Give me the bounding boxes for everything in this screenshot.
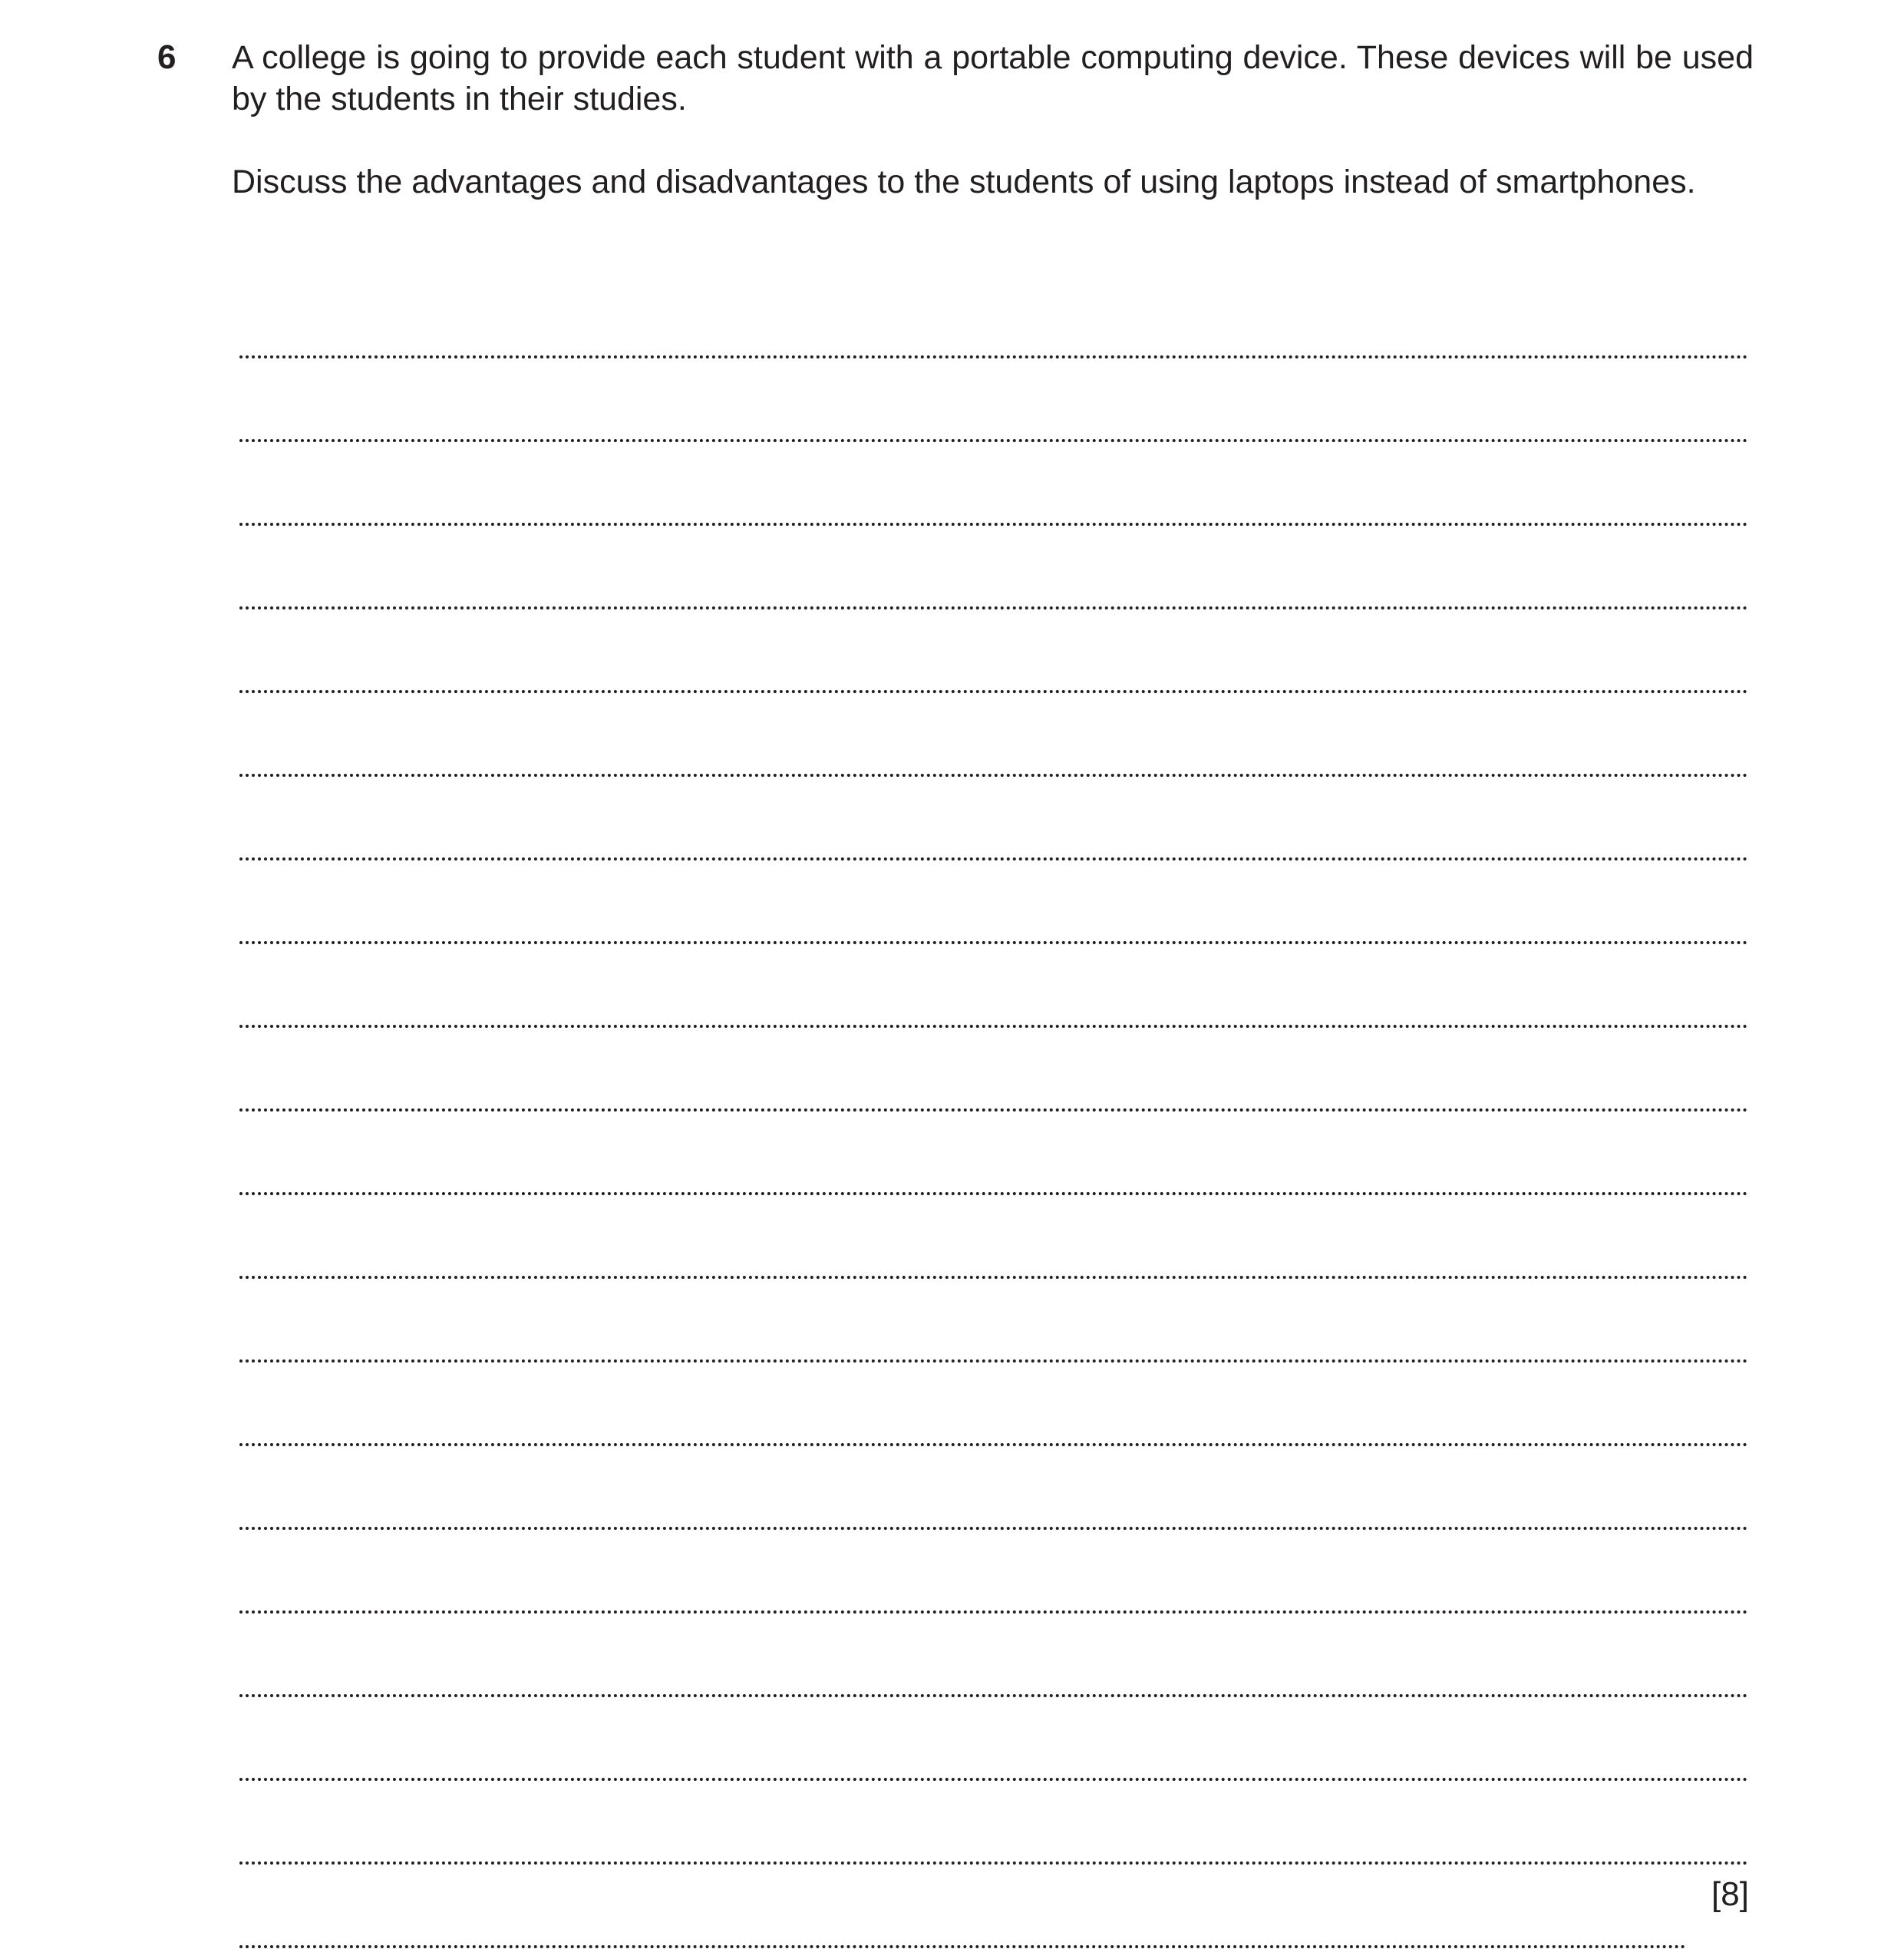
answer-line[interactable] xyxy=(239,358,1748,442)
answer-line[interactable] xyxy=(239,442,1748,526)
answer-line[interactable] xyxy=(239,693,1748,777)
answer-line[interactable] xyxy=(239,1446,1748,1530)
marks-allocation: [8] xyxy=(1711,1875,1749,1913)
answer-line[interactable] xyxy=(239,944,1748,1028)
question-instruction: Discuss the advantages and disadvantages to the students of using laptops instead of smartphones. xyxy=(232,164,1696,200)
answer-lines xyxy=(239,275,1748,1948)
answer-line[interactable] xyxy=(239,1697,1748,1781)
question-stem: A college is going to provide each student with a portable computing device. These devices will be used by the students in their studies. xyxy=(232,39,1754,117)
answer-line[interactable] xyxy=(239,1112,1748,1195)
answer-line[interactable] xyxy=(239,275,1748,358)
answer-line[interactable] xyxy=(239,1028,1748,1112)
answer-line[interactable] xyxy=(239,1614,1748,1697)
answer-line[interactable] xyxy=(239,1781,1748,1865)
answer-line[interactable] xyxy=(239,1363,1748,1446)
question-body xyxy=(232,37,1754,203)
answer-line[interactable] xyxy=(239,1195,1748,1279)
answer-line[interactable] xyxy=(239,609,1748,693)
answer-line[interactable] xyxy=(239,861,1748,944)
answer-line[interactable] xyxy=(239,1279,1748,1363)
question-number: 6 xyxy=(157,38,177,76)
answer-line[interactable] xyxy=(239,1530,1748,1614)
answer-line[interactable] xyxy=(239,1865,1686,1948)
answer-line[interactable] xyxy=(239,526,1748,609)
answer-line[interactable] xyxy=(239,777,1748,861)
